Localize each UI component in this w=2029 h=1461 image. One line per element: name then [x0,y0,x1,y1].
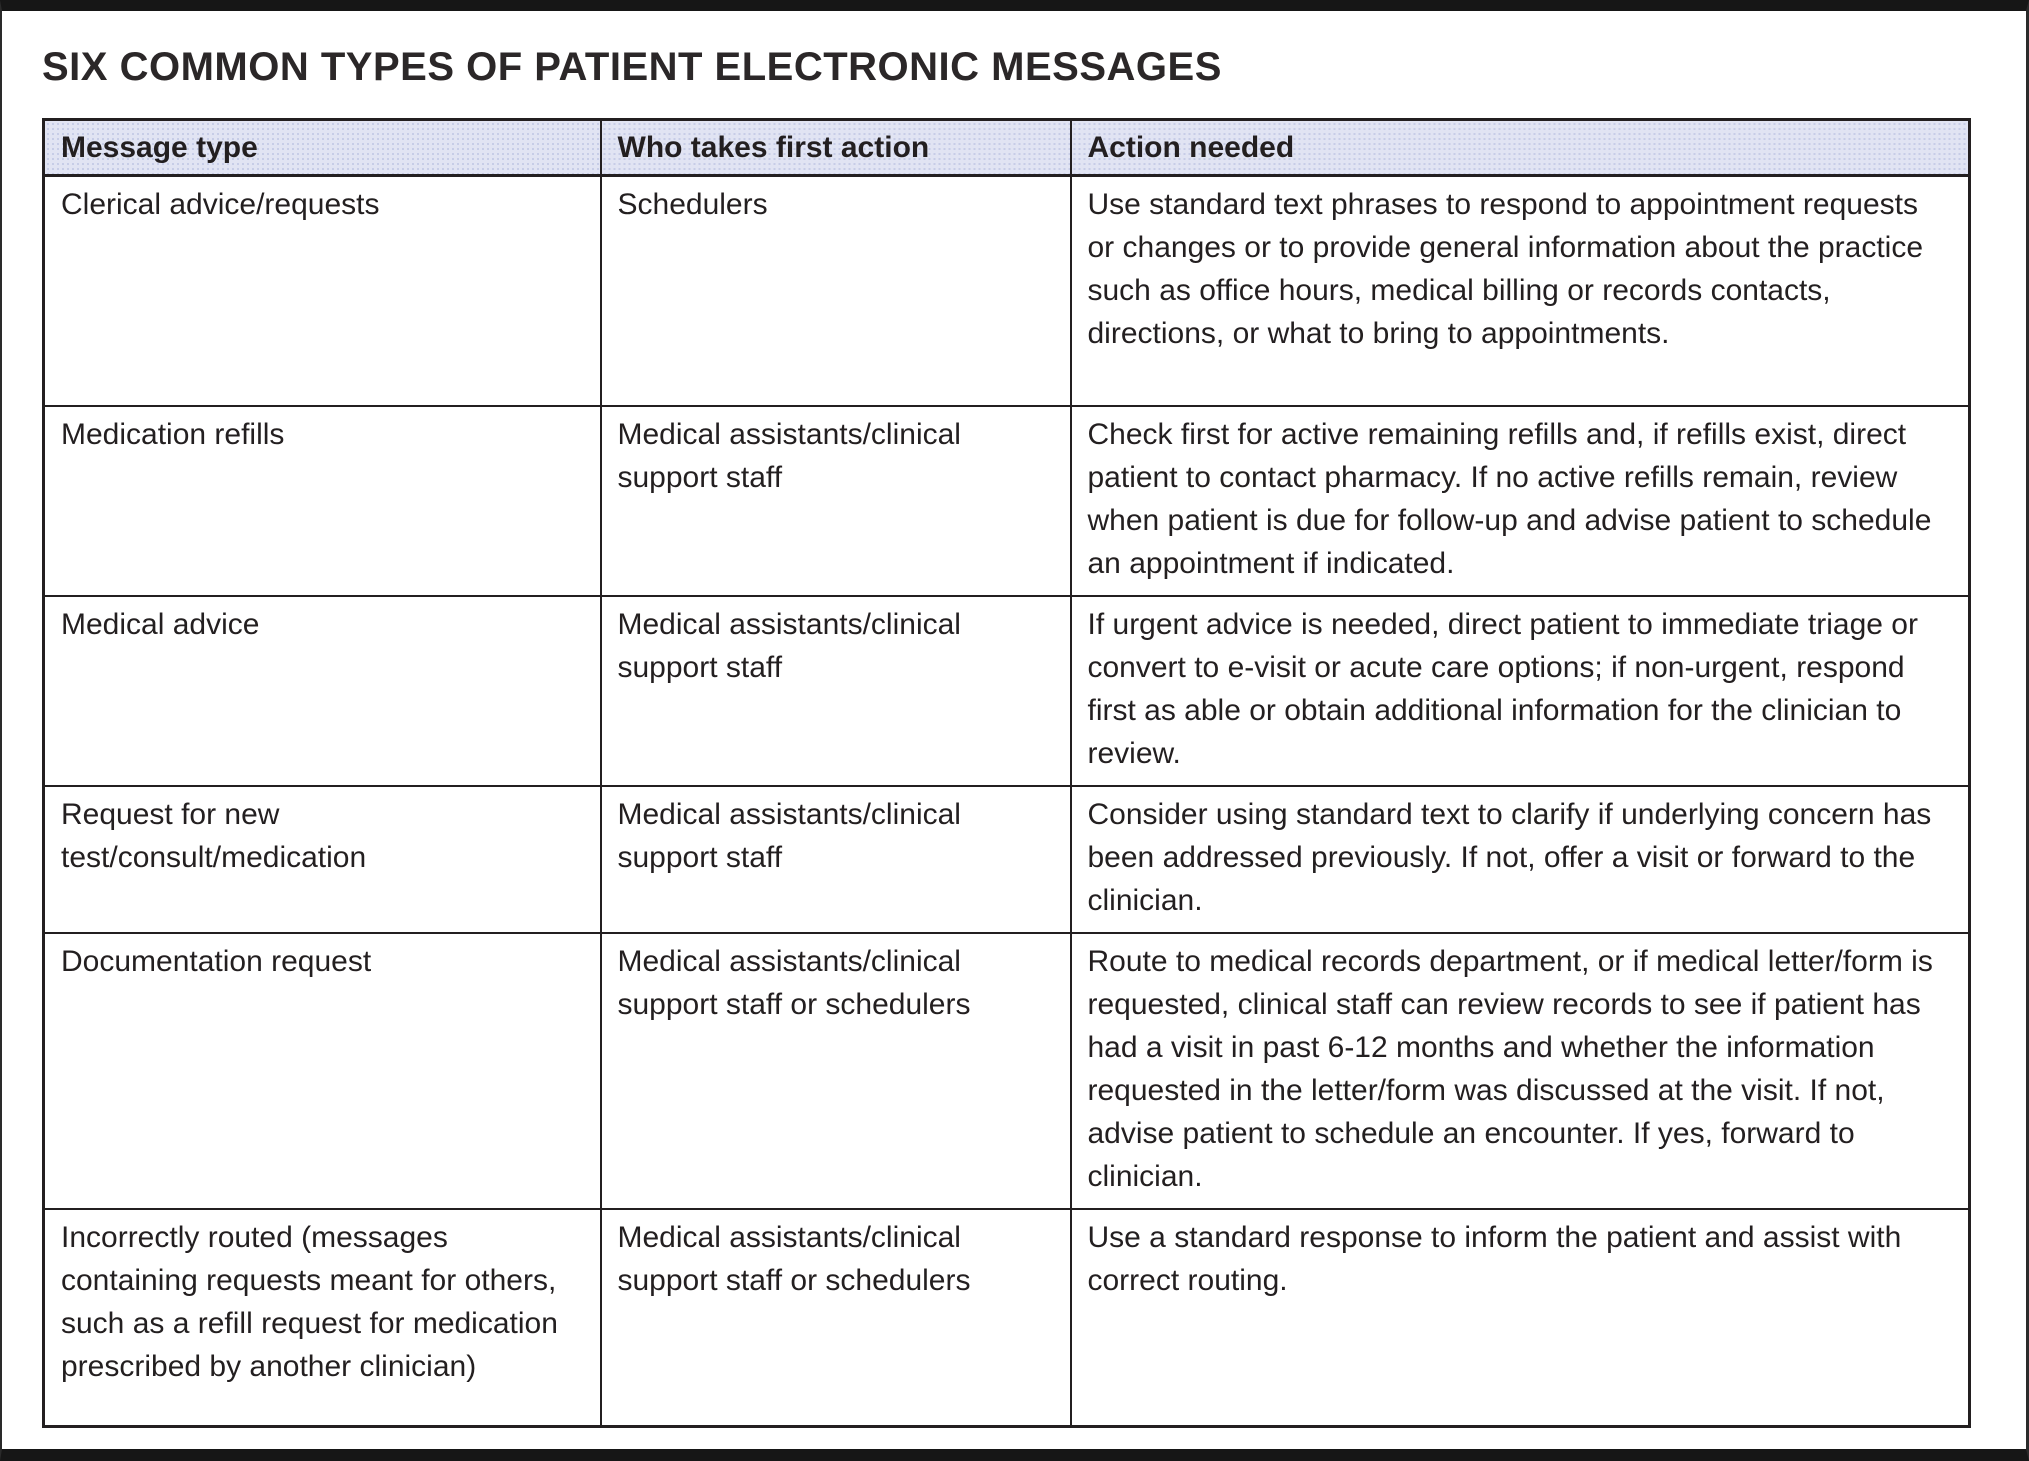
cell-action-needed: Check first for active remaining refills and, if refills exist, direct patient to contact pharmacy. If no active refills remain, review when patient is due for follow-up and advise patient to schedule an appointment if indicated. [1071,406,1970,596]
cell-action-needed: Consider using standard text to clarify if underlying concern has been addressed previously. If not, offer a visit or forward to the clinician. [1071,786,1970,933]
cell-who-takes-first-action: Medical assistants/clinical support staff or schedulers [601,1209,1071,1427]
cell-message-type: Clerical advice/requests [44,176,601,406]
table-row [44,933,1970,1209]
cell-message-type: Request for new test/consult/medication [44,786,601,933]
column-header-message-type: Message type [44,120,601,176]
cell-action-needed: Use a standard response to inform the patient and assist with correct routing. [1071,1209,1970,1427]
cell-message-type: Documentation request [44,933,601,1209]
cell-action-needed: Use standard text phrases to respond to appointment requests or changes or to provide general information about the practice such as office hours, medical billing or records contacts, directions, or what to bring to appointments. [1071,176,1970,406]
cell-who-takes-first-action: Medical assistants/clinical support staff or schedulers [601,933,1071,1209]
table-row [44,786,1970,933]
column-header-action-needed: Action needed [1071,120,1970,176]
cell-action-needed: If urgent advice is needed, direct patient to immediate triage or convert to e-visit or acute care options; if non-urgent, respond first as able or obtain additional information for the clinician to review. [1071,596,1970,786]
message-types-table [42,118,1971,1428]
cell-who-takes-first-action: Medical assistants/clinical support staff [601,596,1071,786]
page-title: SIX COMMON TYPES OF PATIENT ELECTRONIC MESSAGES [42,45,1222,89]
table-row [44,596,1970,786]
cell-action-needed: Route to medical records department, or if medical letter/form is requested, clinical staff can review records to see if patient has had a visit in past 6-12 months and whether the information requested in the letter/form was discussed at the visit. If not, advise patient to schedule an encounter. If yes, forward to clinician. [1071,933,1970,1209]
cell-who-takes-first-action: Medical assistants/clinical support staff [601,406,1071,596]
table-row [44,1209,1970,1427]
cell-who-takes-first-action: Schedulers [601,176,1071,406]
cell-who-takes-first-action: Medical assistants/clinical support staff [601,786,1071,933]
cell-message-type: Medical advice [44,596,601,786]
table-row [44,406,1970,596]
cell-message-type: Medication refills [44,406,601,596]
table-row [44,176,1970,406]
cell-message-type: Incorrectly routed (messages containing requests meant for others, such as a refill request for medication prescribed by another clinician) [44,1209,601,1427]
table-header-row [44,120,1970,176]
column-header-who-takes-first-action: Who takes first action [601,120,1071,176]
